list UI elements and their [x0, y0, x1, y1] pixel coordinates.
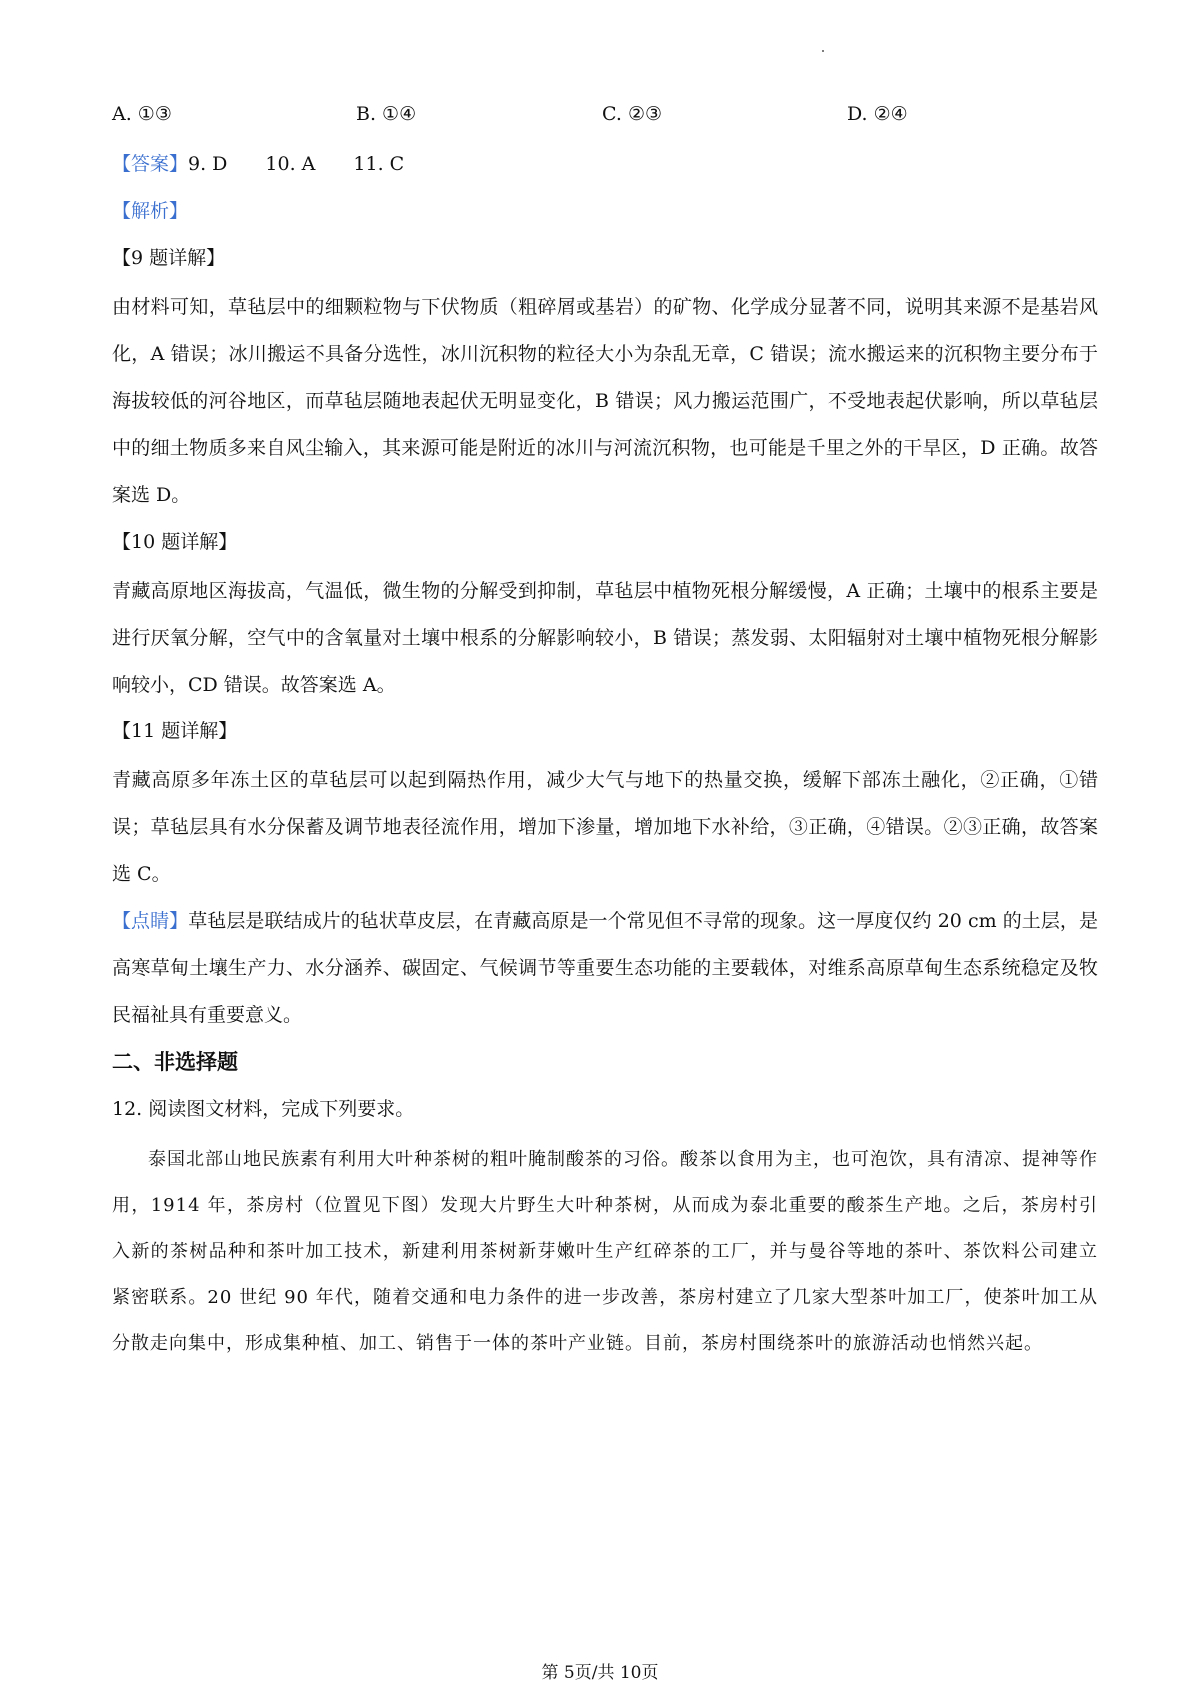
answer-options — [112, 103, 1112, 133]
analysis-label: 【解析】 — [112, 200, 189, 222]
scan-dot — [822, 50, 824, 52]
note-text: 草毡层是联结成片的毡状草皮层，在青藏高原是一个常见但不寻常的现象。这一厚度仅约 20 cm 的土层，是高寒草甸土壤生产力、水分涵养、碳固定、气候调节等重要生态功能的主要载体，对维系高原草甸生态系统稳定及牧民福祉具有重要意义。 — [112, 910, 1098, 1026]
question-12-stem: 12. 阅读图文材料，完成下列要求。 — [112, 1098, 415, 1120]
q11-explanation: 青藏高原多年冻土区的草毡层可以起到隔热作用，减少大气与地下的热量交换，缓解下部冻土融化，②正确，①错误；草毡层具有水分保蓄及调节地表径流作用，增加下渗量，增加地下水补给，③正确，④错误。②③正确，故答案选 C。 — [112, 769, 1098, 885]
note-paragraph — [112, 898, 1098, 1039]
q10-explanation: 青藏高原地区海拔高，气温低，微生物的分解受到抑制，草毡层中植物死根分解缓慢，A 正确；土壤中的根系主要是进行厌氧分解，空气中的含氧量对土壤中根系的分解影响较小，B 错误；蒸发弱、太阳辐射对土壤中植物死根分解影响较小，CD 错误。故答案选 A。 — [112, 580, 1098, 696]
answer-q10: 10. A — [265, 153, 316, 175]
option-a: A. ①③ — [112, 103, 172, 125]
option-c: C. ②③ — [602, 103, 663, 125]
q11-heading: 【11 题详解】 — [112, 720, 238, 742]
answer-q11: 11. C — [353, 153, 405, 175]
answer-label: 【答案】 — [112, 153, 189, 175]
answer-line — [112, 149, 442, 179]
note-label: 【点睛】 — [112, 910, 189, 932]
answer-q9: 9. D — [188, 153, 228, 175]
option-b: B. ①④ — [356, 103, 417, 125]
question-12-material: 泰国北部山地民族素有利用大叶种茶树的粗叶腌制酸茶的习俗。酸茶以食用为主，也可泡饮，具有清凉、提神等作用，1914 年，茶房村（位置见下图）发现大片野生大叶种茶树，从而成为泰北重要的酸茶生产地。之后，茶房村引入新的茶树品种和茶叶加工技术，新建利用茶树新芽嫩叶生产红碎茶的工厂，并与曼谷等地的茶叶、茶饮料公司建立紧密联系。20 世纪 90 年代，随着交通和电力条件的进一步改善，茶房村建立了几家大型茶叶加工厂，使茶叶加工从分散走向集中，形成集种植、加工、销售于一体的茶叶产业链。目前，茶房村围绕茶叶的旅游活动也悄然兴起。 — [112, 1149, 1098, 1354]
q10-heading: 【10 题详解】 — [112, 531, 238, 553]
section-heading: 二、非选择题 — [112, 1050, 238, 1074]
option-d: D. ②④ — [847, 103, 908, 125]
q9-explanation: 由材料可知，草毡层中的细颗粒物与下伏物质（粗碎屑或基岩）的矿物、化学成分显著不同，说明其来源不是基岩风化，A 错误；冰川搬运不具备分选性，冰川沉积物的粒径大小为杂乱无章，C 错误；流水搬运来的沉积物主要分布于海拔较低的河谷地区，而草毡层随地表起伏无明显变化，B 错误；风力搬运范围广，不受地表起伏影响，所以草毡层中的细土物质多来自风尘输入，其来源可能是附近的冰川与河流沉积物，也可能是千里之外的干旱区，D 正确。故答案选 D。 — [112, 296, 1098, 506]
page-footer: 第 5页/共 10页 — [541, 1663, 659, 1683]
q9-heading: 【9 题详解】 — [112, 247, 226, 269]
